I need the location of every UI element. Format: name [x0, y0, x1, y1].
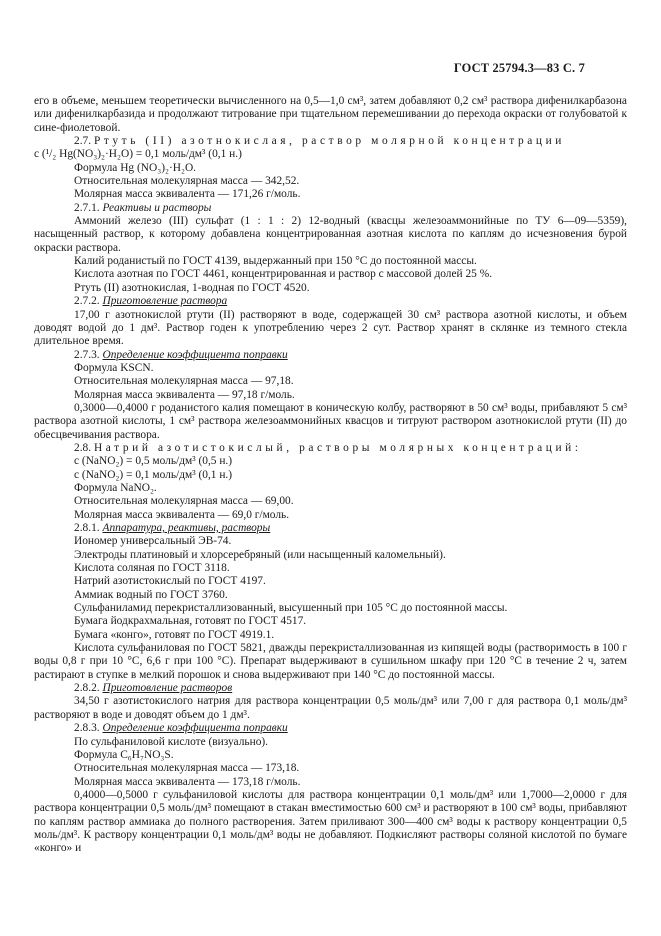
formula-line: Формула C₆H₇NO₃S. — [74, 748, 174, 761]
paragraph: Относительная молекулярная масса — 97,18. — [74, 375, 294, 388]
paragraph: Сульфаниламид перекристаллизованный, высушенный при 105 °С до постоянной массы. — [74, 602, 508, 615]
document-body — [34, 95, 627, 856]
paragraph: Кислота азотная по ГОСТ 4461, концентрированная и раствор с массовой долей 25 %. — [74, 268, 493, 281]
subsection-heading-2-8-2: 2.8.2. Приготовление растворов — [74, 682, 233, 695]
concentration-line: c (¹/₂ Hg(NO₃)₂·H₂O) = 0,1 моль/дм³ (0,1 н.) — [34, 148, 242, 161]
paragraph: Относительная молекулярная масса — 173,18. — [74, 762, 300, 775]
paragraph: Аммиак водный по ГОСТ 3760. — [74, 588, 228, 601]
paragraph: Молярная масса эквивалента — 97,18 г/моль. — [74, 388, 295, 401]
section-title: Натрий азотистокислый, растворы молярных концентраций: — [93, 441, 582, 454]
subsection-heading-2-7-1: 2.7.1. Реактивы и растворы — [74, 201, 212, 214]
concentration-line: c (NaNO₂) = 0,1 моль/дм³ (0,1 н.) — [74, 468, 233, 481]
paragraph: его в объеме, меньшем теоретически вычисленного на 0,5—1,0 см³, затем добавляют 0,2 см³ раствора дифенилкарбазона или дифенилкарбазида и продолжают титрование при тщательном перемешивании до перехода окраски от голубоватой к сине-фиолетовой. — [34, 95, 627, 134]
paragraph: Калий роданистый по ГОСТ 4139, выдержанный при 150 °С до постоянной массы. — [74, 255, 477, 268]
section-title: Ртуть (II) азотнокислая, раствор молярной концентрации — [93, 135, 565, 148]
concentration-line: c (NaNO₂) = 0,5 моль/дм³ (0,5 н.) — [74, 455, 233, 468]
section-number: 2.7. — [74, 135, 92, 148]
paragraph: Молярная масса эквивалента — 69,0 г/моль. — [74, 508, 290, 521]
paragraph: 17,00 г азотнокислой ртути (II) растворяют в воде, содержащей 30 см³ раствора азотной кислоты, и объем доводят водой до 1 дм³. Раствор годен к употреблению через 2 сут. Раствор хранят в склянке из темного стекла длительное время. — [34, 308, 627, 348]
paragraph: Молярная масса эквивалента — 173,18 г/моль. — [74, 775, 301, 788]
paragraph: Иономер универсальный ЭВ-74. — [74, 535, 232, 548]
paragraph: По сульфаниловой кислоте (визуально). — [74, 735, 269, 748]
paragraph: Кислота соляная по ГОСТ 3118. — [74, 562, 230, 575]
section-number: 2.8. — [74, 441, 92, 454]
paragraph: Бумага йодкрахмальная, готовят по ГОСТ 4517. — [74, 615, 307, 628]
page-header: ГОСТ 25794.3—83 С. 7 — [453, 61, 585, 75]
paragraph: Кислота сульфаниловая по ГОСТ 5821, дважды перекристаллизованная из кипящей воды (растворимость в 100 г воды 0,8 г при 10 °С, 6,6 г при 100 °С). Препарат выдерживают в сушильном шкафу при 120 °С в течение 2 ч, затем растирают в ступке в мелкий порошок и снова выдерживают при 140 °С до постоянной массы. — [34, 642, 627, 681]
paragraph: Ртуть (II) азотнокислая, 1-водная по ГОСТ 4520. — [74, 281, 310, 294]
paragraph: Аммоний железо (III) сульфат (1 : 1 : 2) 12-водный (квасцы железоаммонийные по ТУ 6—09—5359), насыщенный раствор, к которому добавлена концентрированная азотная кислота по каплям до исчезновения бурой окраски раствора. — [34, 215, 627, 254]
paragraph: Бумага «конго», готовят по ГОСТ 4919.1. — [74, 628, 275, 641]
subsection-heading-2-7-3: 2.7.3. Определение коэффициента поправки — [74, 348, 288, 361]
subsection-heading-2-7-2: 2.7.2. Приготовление раствора — [74, 295, 228, 308]
paragraph: Натрий азотистокислый по ГОСТ 4197. — [74, 575, 266, 588]
subsection-heading-2-8-1: 2.8.1. Аппаратура, реактивы, растворы — [74, 522, 271, 534]
paragraph: Относительная молекулярная масса — 69,00. — [74, 495, 294, 508]
section-heading-2-7 — [34, 135, 627, 148]
section-heading-2-8 — [34, 442, 627, 455]
paragraph: 34,50 г азотистокислого натрия для раствора концентрации 0,5 моль/дм³ или 7,00 г для раствора 0,1 моль/дм³ растворяют в воде и доводят объем до 1 дм³. — [34, 695, 627, 721]
formula-line: Формула KSCN. — [74, 361, 154, 374]
formula-line: Формула Hg (NO₃)₂·H₂O. — [74, 161, 197, 174]
formula-line: Формула NaNO₂. — [74, 481, 157, 494]
paragraph: Молярная масса эквивалента — 171,26 г/моль. — [74, 188, 301, 201]
paragraph: 0,4000—0,5000 г сульфаниловой кислоты для раствора концентрации 0,1 моль/дм³ или 1,7000—2,0000 г для раствора концентрации 0,5 моль/дм³ помещают в стакан вместимостью 600 см³ и растворяют в 100 см³ воды, прибавляют по каплям раствор аммиака до полного растворения. Затем приливают 300—400 см³ воды к раствору концентрации 0,5 моль/дм³. К раствору концентрации 0,1 моль/дм³ воды не добавляют. Подкисляют растворы соляной кислотой по бумаге «конго» и — [34, 788, 627, 855]
paragraph: Электроды платиновый и хлорсеребряный (или насыщенный каломельный). — [74, 548, 446, 561]
paragraph: 0,3000—0,4000 г роданистого калия помещают в коническую колбу, растворяют в 50 см³ воды, прибавляют 5 см³ раствора азотной кислоты, 1 см³ раствора железоаммонийных квасцов и титруют раствором азотнокислой ртути (II) до обесцвечивания раствора. — [34, 401, 627, 441]
paragraph: Относительная молекулярная масса — 342,52. — [74, 175, 300, 188]
subsection-heading-2-8-3: 2.8.3. Определение коэффициента поправки — [74, 722, 288, 735]
